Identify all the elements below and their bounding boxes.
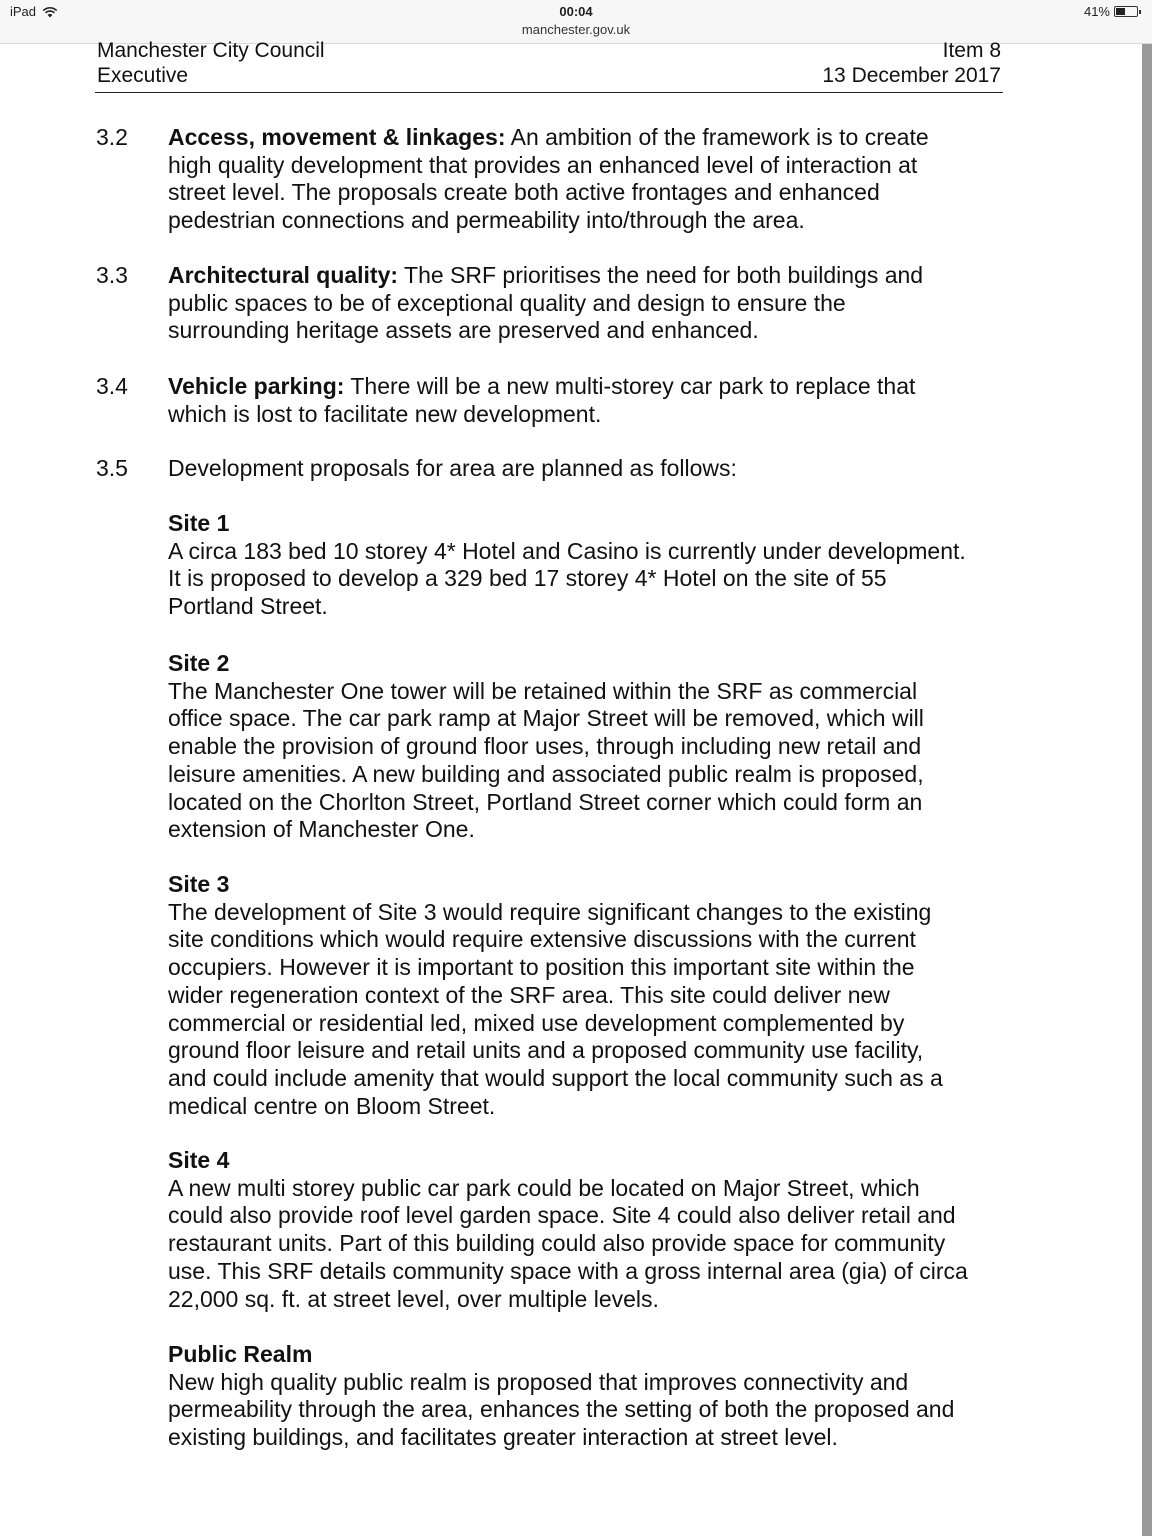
meeting-date: 13 December 2017 — [822, 64, 1001, 87]
text-line: 22,000 sq. ft. at street level, over multiple levels. — [168, 1285, 659, 1312]
paragraph-number: 3.2 — [96, 124, 128, 150]
line-text: public spaces to be of exceptional quality and design to ensure the — [168, 289, 846, 316]
paragraph-text — [168, 262, 1016, 345]
text-line: restaurant units. Part of this building could also provide space for community — [168, 1230, 946, 1257]
text-line: The Manchester One tower will be retained within the SRF as commercial — [168, 677, 918, 704]
address-url[interactable]: manchester.gov.uk — [521, 22, 631, 37]
section-heading: Public Realm — [168, 1341, 313, 1367]
text-line: located on the Chorlton Street, Portland Street corner which could form an — [168, 788, 923, 815]
text-line: wider regeneration context of the SRF area. This site could deliver new — [168, 981, 890, 1008]
text-line: A circa 183 bed 10 storey 4* Hotel and Casino is currently under development. — [168, 537, 966, 564]
clock: 00:04 — [559, 4, 593, 19]
header-left — [97, 38, 325, 88]
text-line: It is proposed to develop a 329 bed 17 storey 4* Hotel on the site of 55 — [168, 565, 887, 592]
line-text: street level. The proposals create both active frontages and enhanced — [168, 179, 880, 206]
paragraph-text — [168, 373, 1016, 428]
text-line — [168, 401, 1016, 429]
text-line — [168, 152, 1016, 180]
section-public-realm — [168, 1341, 1018, 1452]
council-name: Manchester City Council — [97, 39, 325, 62]
text-line — [168, 317, 1016, 345]
document-page[interactable] — [0, 39, 1142, 1536]
text-line — [168, 455, 1016, 483]
text-line: A new multi storey public car park could be located on Major Street, which — [168, 1174, 920, 1201]
battery-icon — [1114, 6, 1138, 17]
text-line: existing buildings, and facilitates greater interaction at street level. — [168, 1424, 838, 1451]
section-site-1 — [168, 510, 1018, 621]
line-text: pedestrian connections and permeability into/through the area. — [168, 207, 805, 234]
text-line — [168, 262, 1016, 290]
line-text: which is lost to facilitate new development. — [168, 400, 602, 427]
paragraph-number: 3.4 — [96, 373, 128, 399]
text-line: commercial or residential led, mixed use development complemented by — [168, 1009, 905, 1036]
document-header — [95, 39, 1003, 93]
line-text: Development proposals for area are planned as follows: — [168, 455, 737, 481]
battery-percent: 41% — [1083, 4, 1110, 19]
header-right — [822, 38, 1001, 88]
text-line: permeability through the area, enhances the setting of both the proposed and — [168, 1396, 955, 1423]
line-text: An ambition of the framework is to create — [505, 124, 929, 150]
text-line — [168, 179, 1016, 207]
text-line: enable the provision of ground floor uses, through including new retail and — [168, 733, 922, 760]
text-line: and could include amenity that would support the local community such as a — [168, 1064, 943, 1091]
line-text: There will be a new multi-storey car park to replace that — [344, 373, 916, 399]
item-number: Item 8 — [942, 39, 1001, 62]
text-line — [168, 207, 1016, 235]
text-line: office space. The car park ramp at Major Street will be removed, which will — [168, 705, 924, 732]
section-heading: Site 4 — [168, 1147, 230, 1173]
section-heading: Site 2 — [168, 650, 230, 676]
line-text: high quality development that provides an enhanced level of interaction at — [168, 151, 918, 178]
text-line — [168, 373, 1016, 401]
committee-name: Executive — [97, 64, 189, 87]
text-line: could also provide roof level garden space. Site 4 could also deliver retail and — [168, 1202, 956, 1229]
section-site-4 — [168, 1147, 1018, 1313]
paragraph-lead: Vehicle parking: — [168, 373, 345, 399]
scrollbar[interactable] — [1142, 44, 1152, 1536]
status-right — [1084, 4, 1138, 19]
text-line: leisure amenities. A new building and associated public realm is proposed, — [168, 760, 924, 787]
paragraph-text — [168, 124, 1016, 235]
text-line: New high quality public realm is proposed that improves connectivity and — [168, 1368, 909, 1395]
section-heading: Site 1 — [168, 510, 230, 536]
text-line: Portland Street. — [168, 593, 328, 620]
line-text: The SRF prioritises the need for both buildings and — [398, 262, 924, 288]
status-center — [0, 4, 1152, 37]
text-line: occupiers. However it is important to position this important site within the — [168, 954, 915, 981]
section-site-3 — [168, 871, 1018, 1120]
text-line: site conditions which would require extensive discussions with the current — [168, 926, 916, 953]
text-line: extension of Manchester One. — [168, 816, 475, 843]
text-line: use. This SRF details community space with a gross internal area (gia) of circa — [168, 1257, 968, 1284]
text-line: ground floor leisure and retail units and a proposed community use facility, — [168, 1037, 924, 1064]
paragraph-number: 3.5 — [96, 455, 128, 481]
paragraph-number: 3.3 — [96, 262, 128, 288]
text-line — [168, 290, 1016, 318]
device-label: iPad — [10, 4, 37, 19]
paragraph-text — [168, 455, 1016, 483]
text-line: The development of Site 3 would require significant changes to the existing — [168, 898, 932, 925]
text-line: medical centre on Bloom Street. — [168, 1092, 496, 1119]
section-heading: Site 3 — [168, 871, 230, 897]
text-line — [168, 124, 1016, 152]
paragraph-lead: Access, movement & linkages: — [168, 124, 506, 150]
section-site-2 — [168, 650, 1018, 844]
line-text: surrounding heritage assets are preserved and enhanced. — [168, 317, 759, 344]
paragraph-lead: Architectural quality: — [168, 262, 399, 288]
